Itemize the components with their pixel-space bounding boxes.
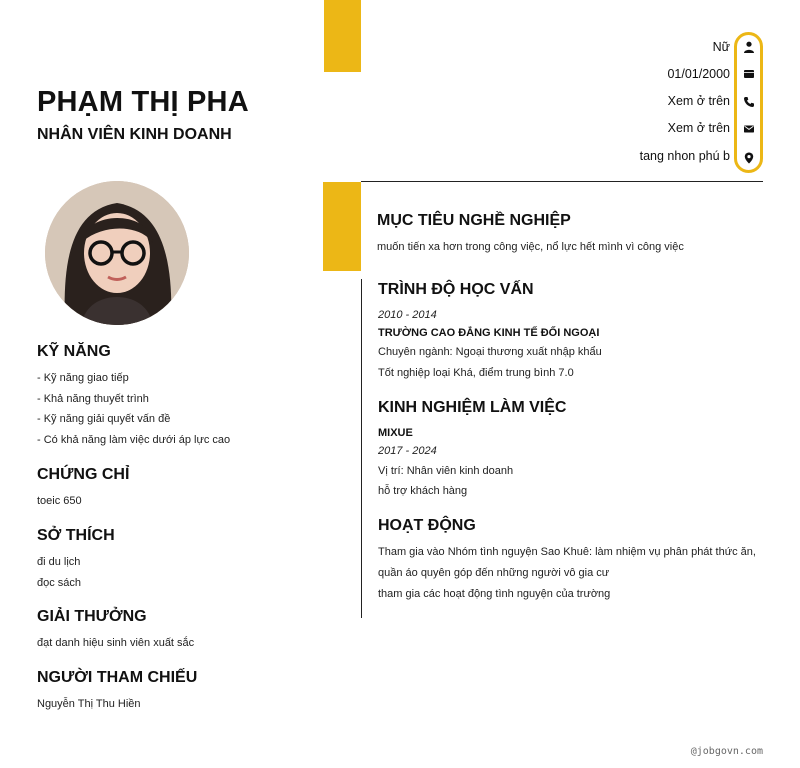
- awards-title: GIẢI THƯỞNG: [37, 608, 147, 625]
- experience-position: Vị trí: Nhân viên kinh doanh: [378, 465, 514, 477]
- references-title: NGƯỜI THAM CHIẾU: [37, 669, 198, 686]
- reference-item: Nguyễn Thị Thu Hiền: [37, 698, 141, 710]
- education-title: TRÌNH ĐỘ HỌC VẤN: [378, 281, 534, 298]
- calendar-icon: [743, 68, 755, 80]
- column-divider: [361, 279, 362, 618]
- accent-block-middle: [323, 182, 361, 271]
- experience-title: KINH NGHIỆM LÀM VIỆC: [378, 399, 567, 416]
- objective-title: MỤC TIÊU NGHỀ NGHIỆP: [377, 212, 571, 229]
- experience-period: 2017 - 2024: [378, 445, 437, 457]
- dob-value: 01/01/2000: [667, 67, 730, 81]
- skill-item: - Có khả năng làm việc dưới áp lực cao: [37, 434, 231, 446]
- accent-block-top: [324, 0, 361, 72]
- contact-icon-bar: [734, 32, 763, 173]
- skill-item: - Kỹ năng giải quyết vấn đề: [37, 413, 171, 425]
- phone-icon: [743, 96, 755, 108]
- gender-value: Nữ: [712, 40, 730, 54]
- hobby-item: đọc sách: [37, 577, 82, 589]
- hobby-item: đi du lịch: [37, 556, 81, 568]
- phone-value: Xem ở trên: [667, 94, 730, 108]
- skill-item: - Kỹ năng giao tiếp: [37, 372, 129, 384]
- certificates-title: CHỨNG CHỈ: [37, 466, 130, 483]
- job-title: NHÂN VIÊN KINH DOANH: [37, 126, 232, 143]
- activities-title: HOẠT ĐỘNG: [378, 517, 476, 534]
- education-school: TRƯỜNG CAO ĐẲNG KINH TẾ ĐỐI NGOẠI: [378, 327, 600, 339]
- person-icon: [743, 41, 755, 53]
- award-item: đạt danh hiệu sinh viên xuất sắc: [37, 637, 195, 649]
- email-value: Xem ở trên: [667, 121, 730, 135]
- experience-company: MIXUE: [378, 427, 413, 439]
- skills-title: KỸ NĂNG: [37, 343, 111, 360]
- hobbies-title: SỞ THÍCH: [37, 527, 115, 544]
- location-pin-icon: [743, 152, 755, 164]
- certificate-item: toeic 650: [37, 495, 82, 507]
- mail-icon: [743, 123, 755, 135]
- education-period: 2010 - 2014: [378, 309, 437, 321]
- experience-duty: hỗ trợ khách hàng: [378, 485, 468, 497]
- education-major: Chuyên ngành: Ngoại thương xuất nhập khẩu: [378, 346, 602, 358]
- candidate-name: PHẠM THỊ PHA: [37, 86, 249, 118]
- education-result: Tốt nghiệp loại Khá, điểm trung bình 7.0: [378, 367, 574, 379]
- objective-text: muốn tiến xa hơn trong công việc, nổ lực hết mình vì công việc: [377, 241, 684, 253]
- activity-line: Tham gia vào Nhóm tình nguyện Sao Khuê: làm nhiệm vụ phân phát thức ăn,: [378, 546, 756, 558]
- activity-line: quần áo quyên góp đến những người vô gia cư: [378, 567, 610, 579]
- watermark: @jobgovn.com: [690, 746, 763, 757]
- header-divider: [361, 181, 763, 182]
- skill-item: - Khả năng thuyết trình: [37, 393, 149, 405]
- address-value: tang nhon phú b: [639, 149, 730, 163]
- profile-photo: [45, 181, 189, 325]
- activity-line: tham gia các hoạt động tình nguyện của trường: [378, 588, 611, 600]
